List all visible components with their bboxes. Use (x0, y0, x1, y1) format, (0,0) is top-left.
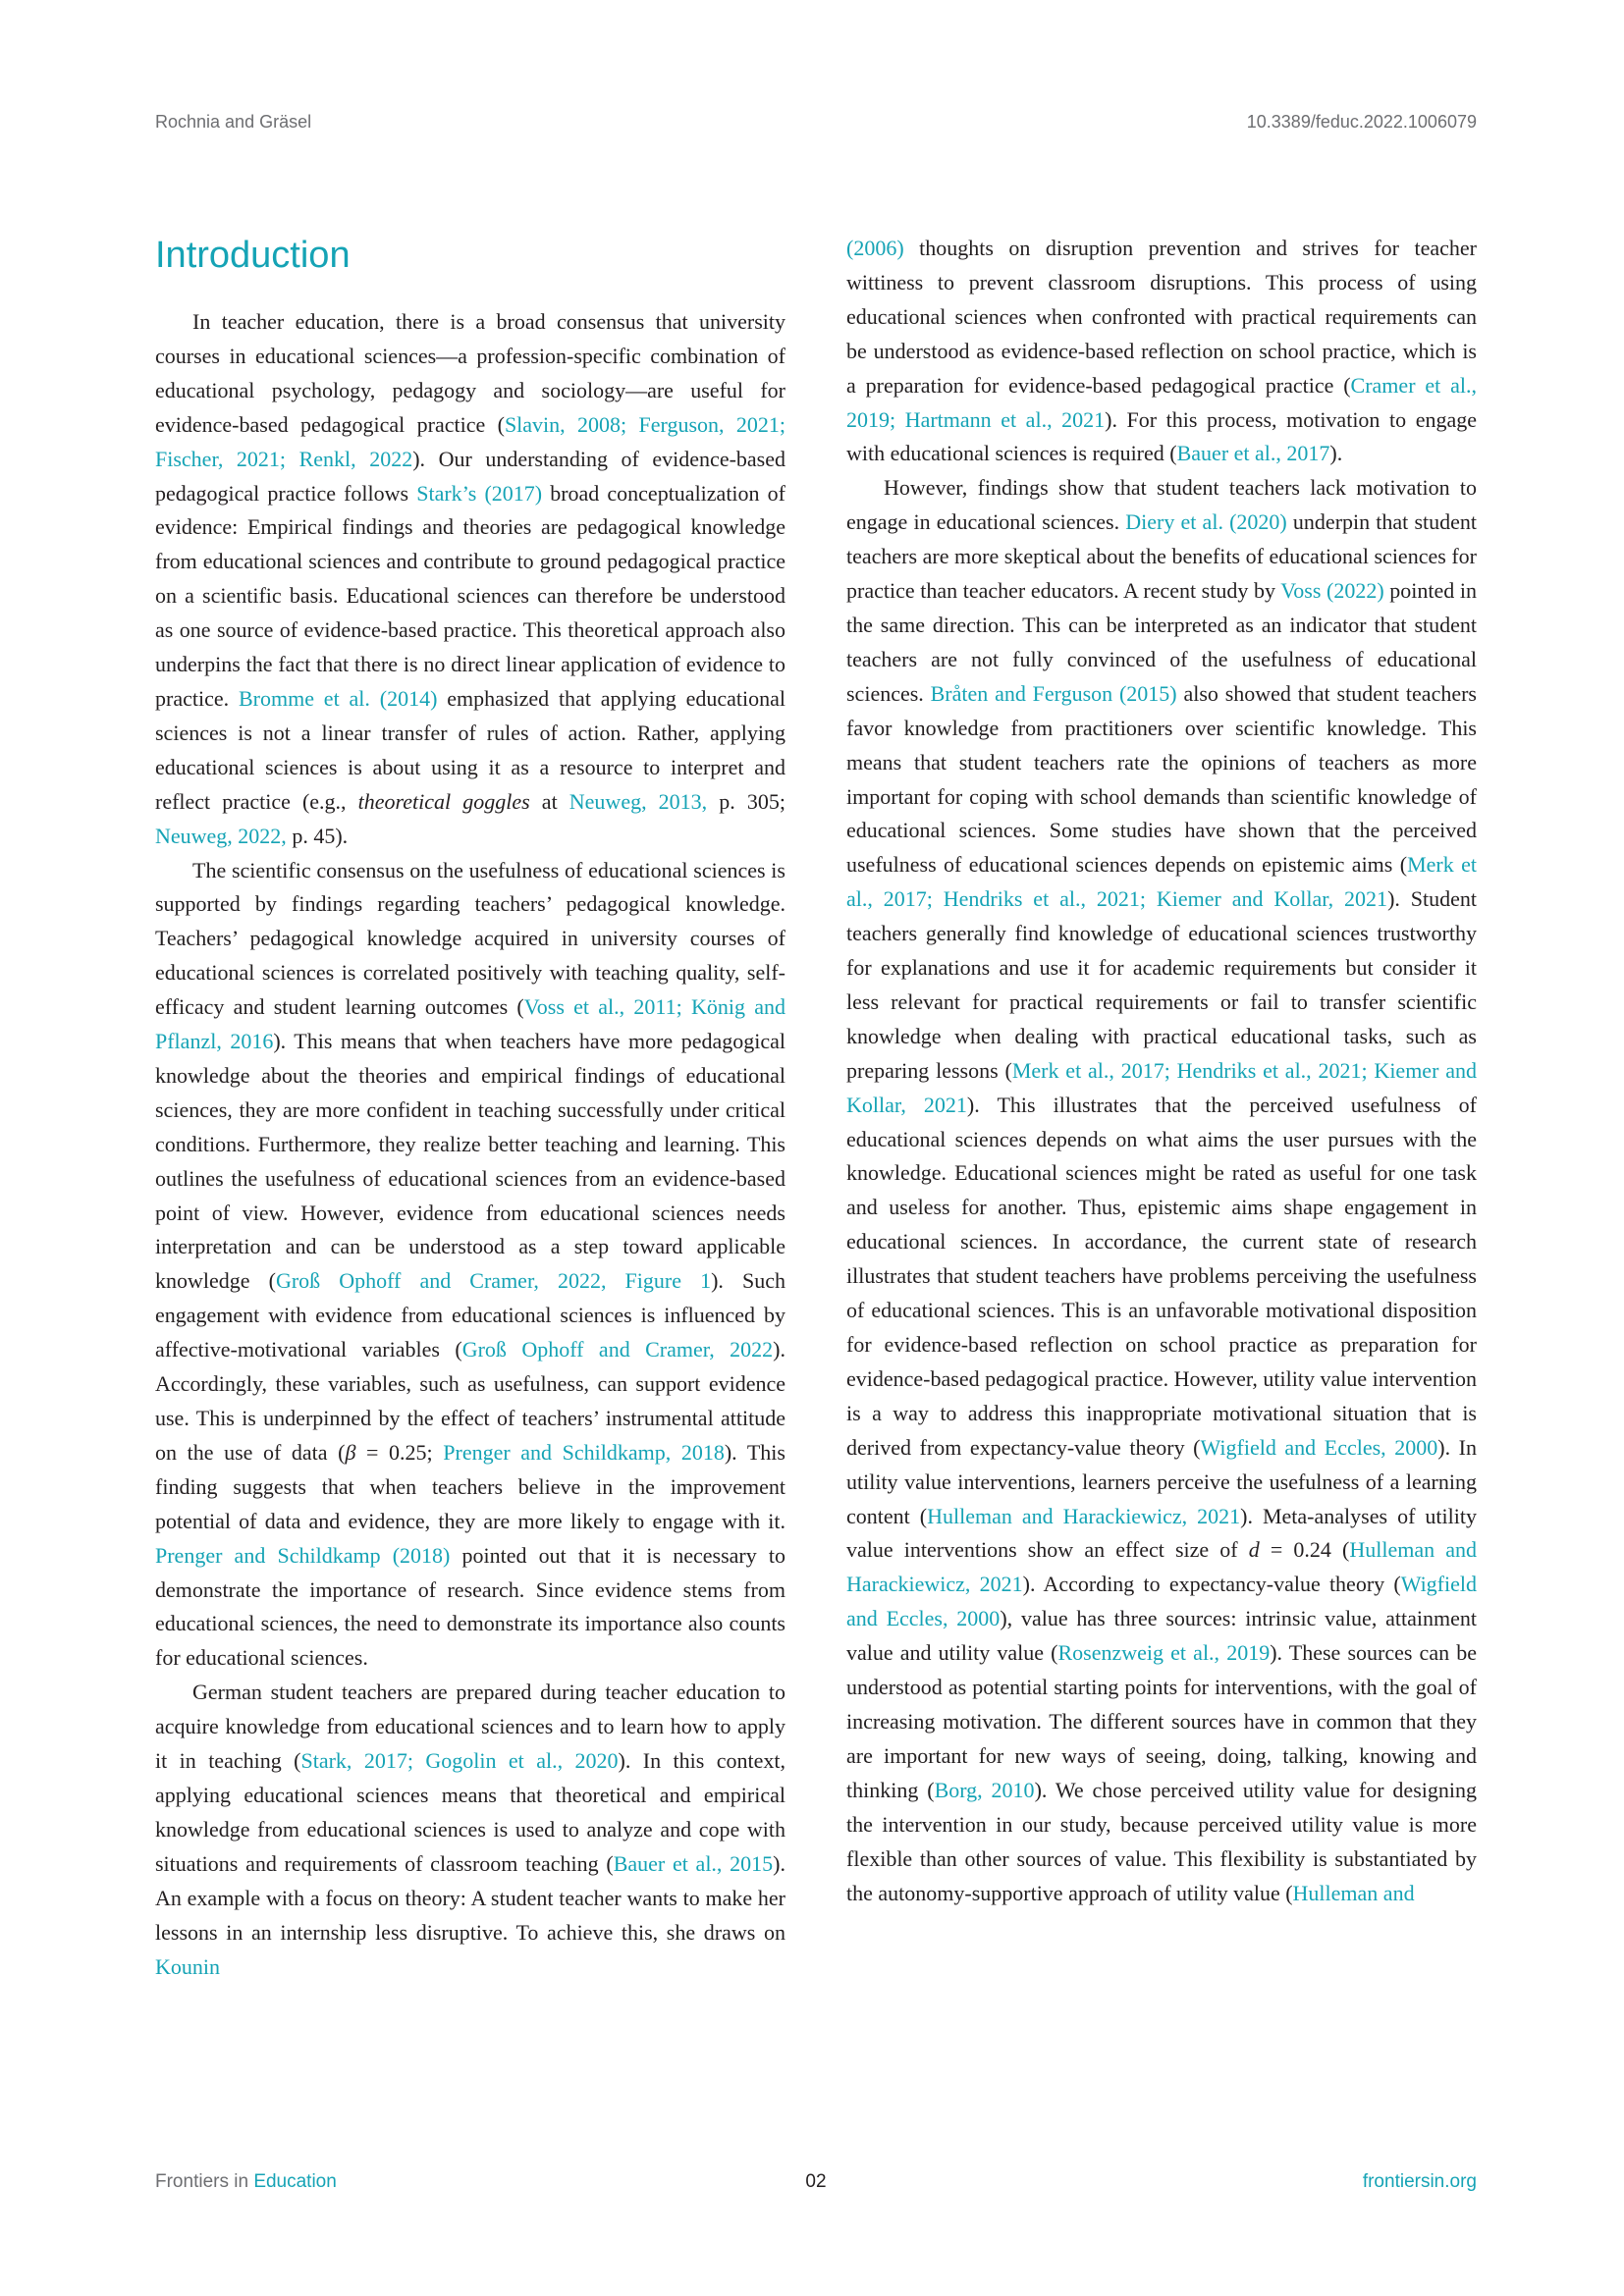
citation-link[interactable]: Wigfield and Eccles, 2000 (1200, 1434, 1438, 1460)
section-title: Introduction (155, 235, 351, 276)
text-run: ). Accordingly, these variables, such as usefulness, can support evidence use. This is underpinned by the effect of teachers’ instrumental attitude on the use of data ( (155, 1337, 785, 1465)
citation-link[interactable]: Voss et al., 2011; König and Pflanzl, 2016 (155, 994, 785, 1054)
body-paragraph (155, 305, 785, 854)
citation-link[interactable]: Diery et al. (2020) (1125, 509, 1287, 535)
citation-link[interactable]: Wigfield and Eccles, 2000 (846, 1572, 1477, 1631)
text-run: The scientific consensus on the usefulness of educational sciences is supported by findings regarding teachers’ pedagogical knowledge. Teachers’ pedagogical knowledge acquired in university courses of educational sciences is correlated positively with teaching quality, self-efficacy and student learning outcomes ( (155, 857, 785, 1020)
text-run: German student teachers are prepared during teacher education to acquire knowledge from educational sciences and to learn how to apply it in teaching ( (155, 1680, 785, 1774)
text-run: ). In utility value interventions, learners perceive the usefulness of a learning content ( (846, 1434, 1478, 1528)
citation-link[interactable]: Prenger and Schildkamp (2018) (155, 1542, 451, 1568)
citation-link[interactable]: Stark, 2017; Gogolin et al., 2020 (300, 1748, 619, 1774)
running-header-doi[interactable]: 10.3389/feduc.2022.1006079 (1246, 112, 1477, 132)
citation-link[interactable]: Rosenzweig et al., 2019 (1057, 1640, 1271, 1666)
citation-link[interactable]: Groß Ophoff and Cramer, 2022, Figure 1 (275, 1268, 712, 1294)
text-run: ). An example with a focus on theory: A student teacher wants to make her lessons in an internship less disruptive. To achieve this, she draws on (155, 1850, 785, 1945)
left-column (155, 232, 785, 1984)
text-run: thoughts on disruption prevention and strives for teacher wittiness to prevent classroom disruptions. This process of using educational sciences when confronted with practical requirements can be understood as evidence-based reflection on school practice, which is a preparation for evidence-based pedagogical practice ( (846, 236, 1477, 398)
text-run: = 0.25; (355, 1439, 444, 1465)
citation-link[interactable]: Slavin, 2008; Ferguson, 2021; Fischer, 2021; Renkl, 2022 (155, 411, 785, 471)
citation-link[interactable]: Stark’s (2017) (416, 480, 543, 506)
text-run: p. 305; (707, 788, 785, 814)
text-run: In teacher education, there is a broad consensus that university courses in educational sciences—a profession-specific combination of educational psychology, pedagogy and sociology—are useful for evidence-based pedagogical practice ( (155, 309, 785, 437)
page-footer (155, 2171, 1477, 2201)
text-run: ). We chose perceived utility value for designing the intervention in our study, because perceived utility value is more flexible than other sources of value. This flexibility is substantiated by the autonomy-supportive approach of utility value ( (846, 1777, 1477, 1905)
body-paragraph (155, 854, 785, 1677)
citation-link[interactable]: Merk et al., 2017; Hendriks et al., 2021; Kiemer and Kollar, 2021 (846, 852, 1477, 912)
footer-journal-prefix: Frontiers in (155, 2171, 249, 2192)
running-header-authors: Rochnia and Gräsel (155, 112, 312, 132)
citation-link[interactable]: Hulleman and Harackiewicz, 2021 (846, 1537, 1477, 1597)
text-run: emphasized that applying educational sciences is not a linear transfer of rules of action. Rather, applying educational sciences is about using it as a resource to interpret and reflect practice (e.g., (155, 685, 786, 814)
text-run: ). Our understanding of evidence-based pedagogical practice follows (155, 446, 785, 506)
citation-link[interactable]: Prenger and Schildkamp, 2018 (443, 1439, 725, 1465)
right-column (846, 232, 1477, 1910)
citation-link[interactable]: Hulleman and (1292, 1880, 1415, 1905)
text-run: p. 45). (286, 823, 349, 848)
text-run: ), value has three sources: intrinsic value, attainment value and utility value ( (846, 1606, 1477, 1666)
left-column-body (155, 305, 785, 1984)
footer-journal-name[interactable]: Education (253, 2171, 337, 2192)
citation-link[interactable]: Cramer et al., 2019; Hartmann et al., 2021 (846, 372, 1477, 432)
citation-link[interactable]: Bromme et al. (2014) (238, 685, 438, 711)
right-column-body (846, 232, 1477, 1910)
text-run: at (529, 788, 569, 814)
citation-link[interactable]: Groß Ophoff and Cramer, 2022 (461, 1337, 774, 1362)
citation-link[interactable]: Neuweg, 2022, (155, 823, 287, 848)
text-run: ). This finding suggests that when teachers believe in the improvement potential of data and evidence, they are more likely to engage with it. (155, 1439, 785, 1533)
text-run: also showed that student teachers favor knowledge from practitioners over scientific knowledge. This means that student teachers rate the opinions of teachers as more important for coping with school demands than scientific knowledge of educational sciences. Some studies have shown that the perceived usefulness of educational sciences depends on epistemic aims ( (846, 680, 1477, 878)
text-run: ). According to expectancy-value theory ( (1022, 1572, 1401, 1597)
text-run: ). These sources can be understood as potential starting points for interventions, with the goal of increasing motivation. The different sources have in common that they are important for new ways of seeing, doing, talking, knowing and thinking ( (846, 1640, 1477, 1802)
body-paragraph (846, 232, 1477, 471)
text-run: theoretical goggles (357, 788, 530, 814)
text-run: ). (1329, 441, 1343, 466)
footer-site-link[interactable]: frontiersin.org (1362, 2171, 1477, 2192)
text-run: pointed out that it is necessary to demonstrate the importance of research. Since evidence stems from educational sciences, the need to demonstrate its importance also counts for educational sciences. (155, 1542, 786, 1671)
text-run: ). This means that when teachers have more pedagogical knowledge about the theories and empirical findings of educational sciences, they are more confident in teaching successfully under critical conditions. Furthermore, they realize better teaching and learning. This outlines the usefulness of educational sciences from an evidence-based point of view. However, evidence from educational sciences needs interpretation and can be understood as a step toward applicable knowledge ( (155, 1029, 785, 1294)
citation-link[interactable]: Bauer et al., 2015 (613, 1850, 774, 1876)
text-run: = 0.24 ( (1259, 1537, 1350, 1563)
text-run: ). In this context, applying educational sciences means that theoretical and empirical knowledge from educational sciences is used to analyze and cope with situations and requirements of classroom teaching ( (155, 1748, 786, 1876)
citation-link[interactable]: Kounin (155, 1953, 220, 1979)
text-run: ). For this process, motivation to engage with educational sciences is required ( (846, 406, 1477, 466)
text-run: broad conceptualization of evidence: Empirical findings and theories are pedagogical knowledge from educational sciences and contribute to ground pedagogical practice on a scientific basis. Educational sciences can therefore be understood as one source of evidence-based practice. This theoretical approach also underpins the fact that there is no direct linear application of evidence to practice. (155, 480, 785, 711)
text-run: ). Student teachers generally find knowledge of educational sciences trustworthy for explanations and use it for academic requirements but consider it less relevant for practical requirements or fail to transfer scientific knowledge when dealing with practical educational tasks, such as preparing lessons ( (846, 886, 1478, 1083)
text-run: ). Meta-analyses of utility value interventions show an effect size of (846, 1503, 1477, 1563)
citation-link[interactable]: Neuweg, 2013, (568, 788, 708, 814)
text-run: ). Such engagement with evidence from educational sciences is influenced by affective-motivational variables ( (155, 1268, 785, 1362)
text-run: pointed in the same direction. This can be interpreted as an indicator that student teachers are not fully convinced of the usefulness of educational sciences. (846, 578, 1477, 706)
citation-link[interactable]: Borg, 2010 (934, 1777, 1035, 1802)
citation-link[interactable]: (2006) (846, 236, 904, 260)
citation-link[interactable]: Bauer et al., 2017 (1176, 441, 1330, 466)
citation-link[interactable]: Hulleman and Harackiewicz, 2021 (927, 1503, 1241, 1528)
running-header (155, 112, 1477, 141)
text-run: However, findings show that student teachers lack motivation to engage in educational sciences. (846, 475, 1477, 535)
text-run: β (345, 1439, 356, 1465)
page-number: 02 (805, 2171, 827, 2192)
citation-link[interactable]: Bråten and Ferguson (2015) (930, 680, 1177, 706)
body-paragraph (846, 471, 1477, 1910)
citation-link[interactable]: Merk et al., 2017; Hendriks et al., 2021; Kiemer and Kollar, 2021 (846, 1057, 1477, 1117)
text-run: d (1248, 1537, 1260, 1563)
citation-link[interactable]: Voss (2022) (1280, 578, 1384, 604)
text-run: ). This illustrates that the perceived usefulness of educational sciences depends on what aims the user pursues with the knowledge. Educational sciences might be rated as useful for one task and useless for another. Thus, epistemic aims shape engagement in educational sciences. In accordance, the current state of research illustrates that student teachers have problems perceiving the usefulness of educational sciences. This is an unfavorable motivational disposition for evidence-based reflection on school practice as preparation for evidence-based pedagogical practice. However, utility value intervention is a way to address this inappropriate motivational situation that is derived from expectancy-value theory ( (846, 1092, 1477, 1460)
text-run: underpin that student teachers are more skeptical about the benefits of educational sciences for practice than teacher educators. A recent study by (846, 509, 1478, 604)
body-paragraph (155, 1676, 785, 1984)
